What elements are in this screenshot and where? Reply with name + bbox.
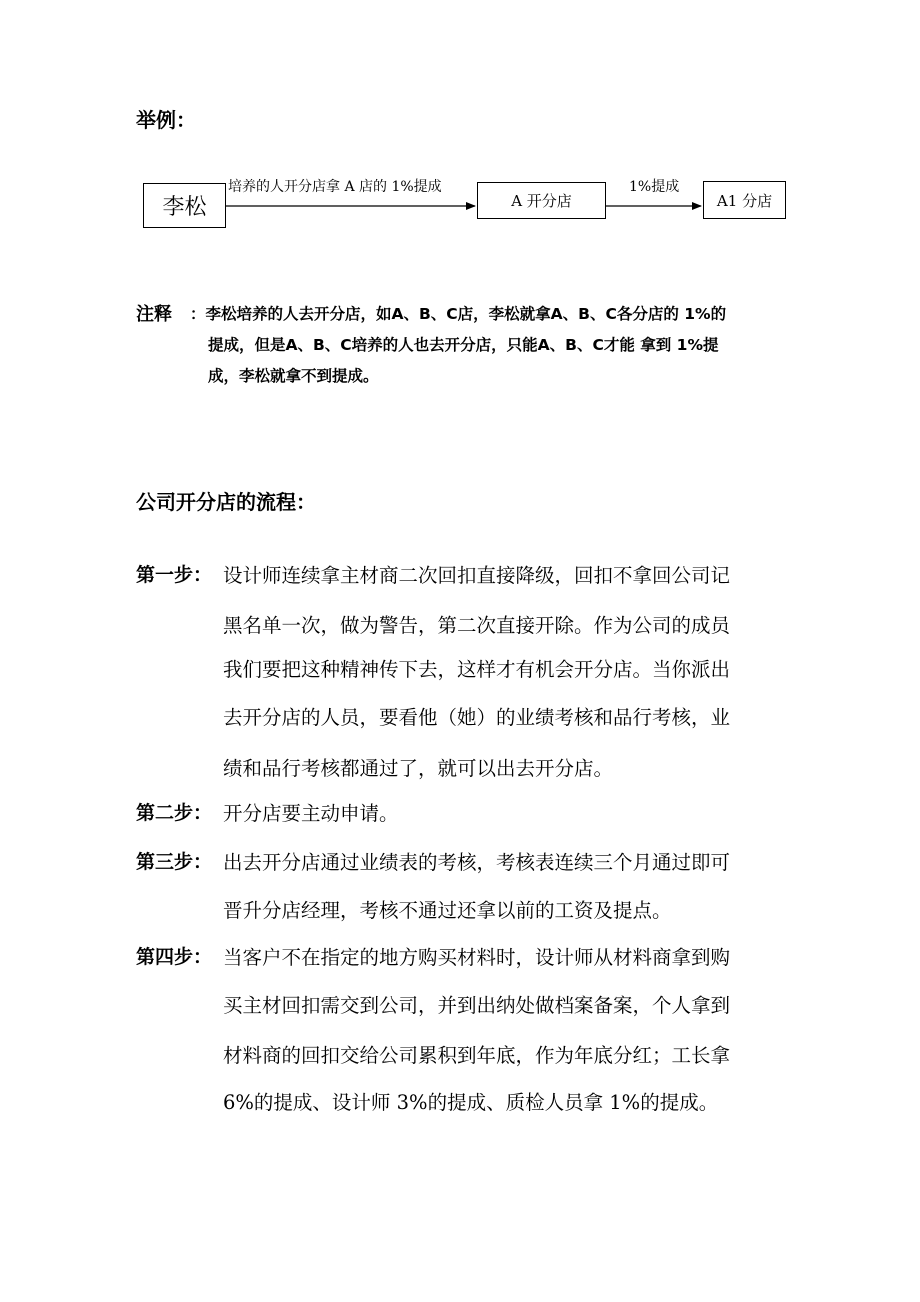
note-line: 成，李松就拿不到提成。 bbox=[208, 367, 379, 385]
example-heading: 举例： bbox=[136, 108, 196, 132]
step-text-line: 绩和品行考核都通过了，就可以出去开分店。 bbox=[223, 757, 614, 780]
step-label: 第三步： bbox=[136, 851, 213, 873]
box-li-song: 李松 bbox=[143, 183, 226, 228]
arrow-label-commission: 1%提成 bbox=[629, 179, 680, 195]
step-text-line: 黑名单一次，做为警告，第二次直接开除。作为公司的成员 bbox=[223, 614, 731, 637]
box-a-store: A 开分店 bbox=[477, 182, 606, 219]
box-a1-store: A1 分店 bbox=[703, 181, 786, 219]
step-text-line: 出去开分店通过业绩表的考核，考核表连续三个月通过即可 bbox=[223, 851, 731, 874]
step-text-line: 开分店要主动申请。 bbox=[223, 802, 399, 825]
note-label: 注释 bbox=[136, 304, 172, 325]
step-text-line: 晋升分店经理，考核不通过还拿以前的工资及提点。 bbox=[223, 899, 672, 922]
diagram-arrows bbox=[0, 0, 920, 260]
process-heading: 公司开分店的流程： bbox=[136, 490, 316, 514]
step-text-line: 当客户不在指定的地方购买材料时，设计师从材料商拿到购 bbox=[223, 946, 731, 969]
step-label: 第四步： bbox=[136, 946, 213, 968]
step-text-line: 买主材回扣需交到公司，并到出纳处做档案备案，个人拿到 bbox=[223, 994, 731, 1017]
step-text-line: 去开分店的人员，要看他（她）的业绩考核和品行考核，业 bbox=[223, 706, 731, 729]
step-label: 第二步： bbox=[136, 802, 213, 824]
step-text-line: 材料商的回扣交给公司累积到年底，作为年底分红；工长拿 bbox=[223, 1044, 731, 1067]
note-line: ：李松培养的人去开分店，如A、B、C店，李松就拿A、B、C各分店的 1%的 bbox=[190, 305, 727, 323]
step-text-line: 我们要把这种精神传下去，这样才有机会开分店。当你派出 bbox=[223, 658, 731, 681]
step-text-line: 设计师连续拿主材商二次回扣直接降级，回扣不拿回公司记 bbox=[223, 564, 731, 587]
step-label: 第一步： bbox=[136, 564, 213, 586]
note-line: 提成，但是A、B、C培养的人也去开分店，只能A、B、C才能 拿到 1%提 bbox=[208, 336, 719, 354]
arrow-label-train: 培养的人开分店拿 A 店的 1%提成 bbox=[228, 179, 442, 195]
step-text-line: 6%的提成、设计师 3%的提成、质检人员拿 1%的提成。 bbox=[223, 1091, 719, 1114]
